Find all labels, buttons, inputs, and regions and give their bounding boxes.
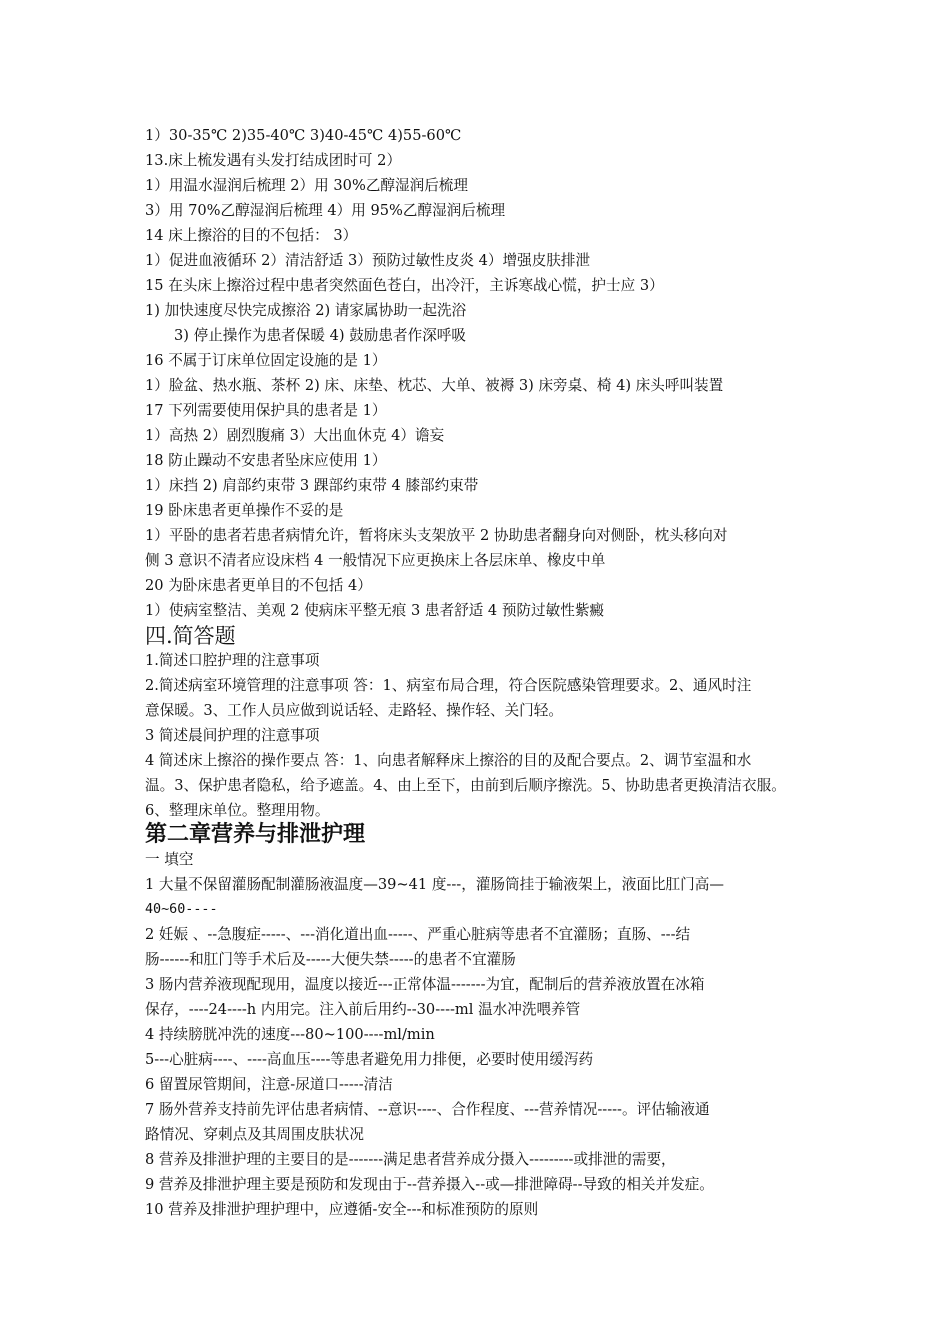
section-heading: 四.简答题 bbox=[145, 624, 236, 648]
text-line: 侧 3 意识不清者应设床档 4 一般情况下应更换床上各层床单、橡皮中单 bbox=[145, 552, 606, 569]
text-line: 3) 停止操作为患者保暖 4) 鼓励患者作深呼吸 bbox=[174, 327, 466, 344]
question-15: 15 在头床上擦浴过程中患者突然面色苍白，出冷汗，主诉寒战心慌，护士应 3） bbox=[145, 277, 664, 294]
question-13: 13.床上梳发遇有头发打结成团时可 2） bbox=[145, 152, 402, 169]
fill-item-8: 8 营养及排泄护理的主要目的是-------满足患者营养成分摄入---------或排泄的需要， bbox=[145, 1151, 676, 1168]
text-line: 40~60---- bbox=[145, 902, 218, 917]
text-line: 1）促进血液循环 2）清洁舒适 3）预防过敏性皮炎 4）增强皮肤排泄 bbox=[145, 252, 591, 269]
text-line: 1）使病室整洁、美观 2 使病床平整无痕 3 患者舒适 4 预防过敏性紫癜 bbox=[145, 602, 605, 619]
text-line: 6、整理床单位。整理用物。 bbox=[145, 802, 330, 819]
short-answer-4: 4 简述床上擦浴的操作要点 答：1、向患者解释床上擦浴的目的及配合要点。2、调节室温和水 bbox=[145, 752, 752, 769]
fill-item-3: 3 肠内营养液现配现用，温度以接近---正常体温-------为宜，配制后的营养液放置在冰箱 bbox=[145, 976, 705, 993]
text-line: 3）用 70%乙醇湿润后梳理 4）用 95%乙醇湿润后梳理 bbox=[145, 202, 506, 219]
subsection-heading: 一 填空 bbox=[145, 851, 194, 868]
text-line: 肠------和肛门等手术后及-----大便失禁-----的患者不宜灌肠 bbox=[145, 951, 516, 968]
short-answer-1: 1.简述口腔护理的注意事项 bbox=[145, 652, 320, 669]
text-line: 温。3、保护患者隐私，给予遮盖。4、由上至下，由前到后顺序擦洗。5、协助患者更换清洁衣服。 bbox=[145, 777, 786, 794]
fill-item-10: 10 营养及排泄护理护理中，应遵循-安全---和标准预防的原则 bbox=[145, 1201, 539, 1218]
fill-item-9: 9 营养及排泄护理主要是预防和发现由于--营养摄入--或—排泄障碍--导致的相关并发症。 bbox=[145, 1176, 714, 1193]
text-line: 保存，----24----h 内用完。注入前后用约--30----ml 温水冲洗喂养管 bbox=[145, 1001, 581, 1018]
chapter-heading: 第二章营养与排泄护理 bbox=[145, 821, 366, 847]
text-line: 1）平卧的患者若患者病情允许，暂将床头支架放平 2 协助患者翻身向对侧卧，枕头移向对 bbox=[145, 527, 728, 544]
short-answer-2: 2.简述病室环境管理的注意事项 答：1、病室布局合理，符合医院感染管理要求。2、通风时注 bbox=[145, 677, 752, 694]
question-20: 20 为卧床患者更单目的不包括 4） bbox=[145, 577, 372, 594]
text-line: 1）脸盆、热水瓶、茶杯 2) 床、床垫、枕芯、大单、被褥 3) 床旁桌、椅 4) 床头呼叫装置 bbox=[145, 377, 724, 394]
question-19: 19 卧床患者更单操作不妥的是 bbox=[145, 502, 344, 519]
text-line: 意保暖。3、工作人员应做到说话轻、走路轻、操作轻、关门轻。 bbox=[145, 702, 563, 719]
fill-item-2: 2 妊娠 、--急腹症-----、---消化道出血-----、严重心脏病等患者不宜灌肠；直肠、---结 bbox=[145, 926, 691, 943]
question-16: 16 不属于订床单位固定设施的是 1） bbox=[145, 352, 387, 369]
fill-item-4: 4 持续膀胱冲洗的速度---80~100----ml/min bbox=[145, 1026, 435, 1043]
text-line: 1）高热 2）剧烈腹痛 3）大出血休克 4）谵妄 bbox=[145, 427, 445, 444]
fill-item-1: 1 大量不保留灌肠配制灌肠液温度—39~41 度---，灌肠筒挂于输液架上，液面比肛门高— bbox=[145, 876, 724, 893]
question-14: 14 床上擦浴的目的不包括： 3） bbox=[145, 227, 358, 244]
text-line: 1）30-35℃ 2)35-40℃ 3)40-45℃ 4)55-60℃ bbox=[145, 127, 462, 144]
text-line: 路情况、穿刺点及其周围皮肤状况 bbox=[145, 1126, 364, 1143]
fill-item-6: 6 留置尿管期间，注意-尿道口-----清洁 bbox=[145, 1076, 393, 1093]
fill-item-5: 5---心脏病----、----高血压----等患者避免用力排便，必要时使用缓泻药 bbox=[145, 1051, 594, 1068]
text-line: 1）用温水湿润后梳理 2）用 30%乙醇湿润后梳理 bbox=[145, 177, 468, 194]
text-line: 1）床挡 2) 肩部约束带 3 踝部约束带 4 膝部约束带 bbox=[145, 477, 479, 494]
short-answer-3: 3 简述晨间护理的注意事项 bbox=[145, 727, 320, 744]
text-line: 1) 加快速度尽快完成擦浴 2) 请家属协助一起洗浴 bbox=[145, 302, 467, 319]
fill-item-7: 7 肠外营养支持前先评估患者病情、--意识----、合作程度、---营养情况-----。评估输液通 bbox=[145, 1101, 710, 1118]
question-17: 17 下列需要使用保护具的患者是 1） bbox=[145, 402, 387, 419]
question-18: 18 防止躁动不安患者坠床应使用 1） bbox=[145, 452, 387, 469]
